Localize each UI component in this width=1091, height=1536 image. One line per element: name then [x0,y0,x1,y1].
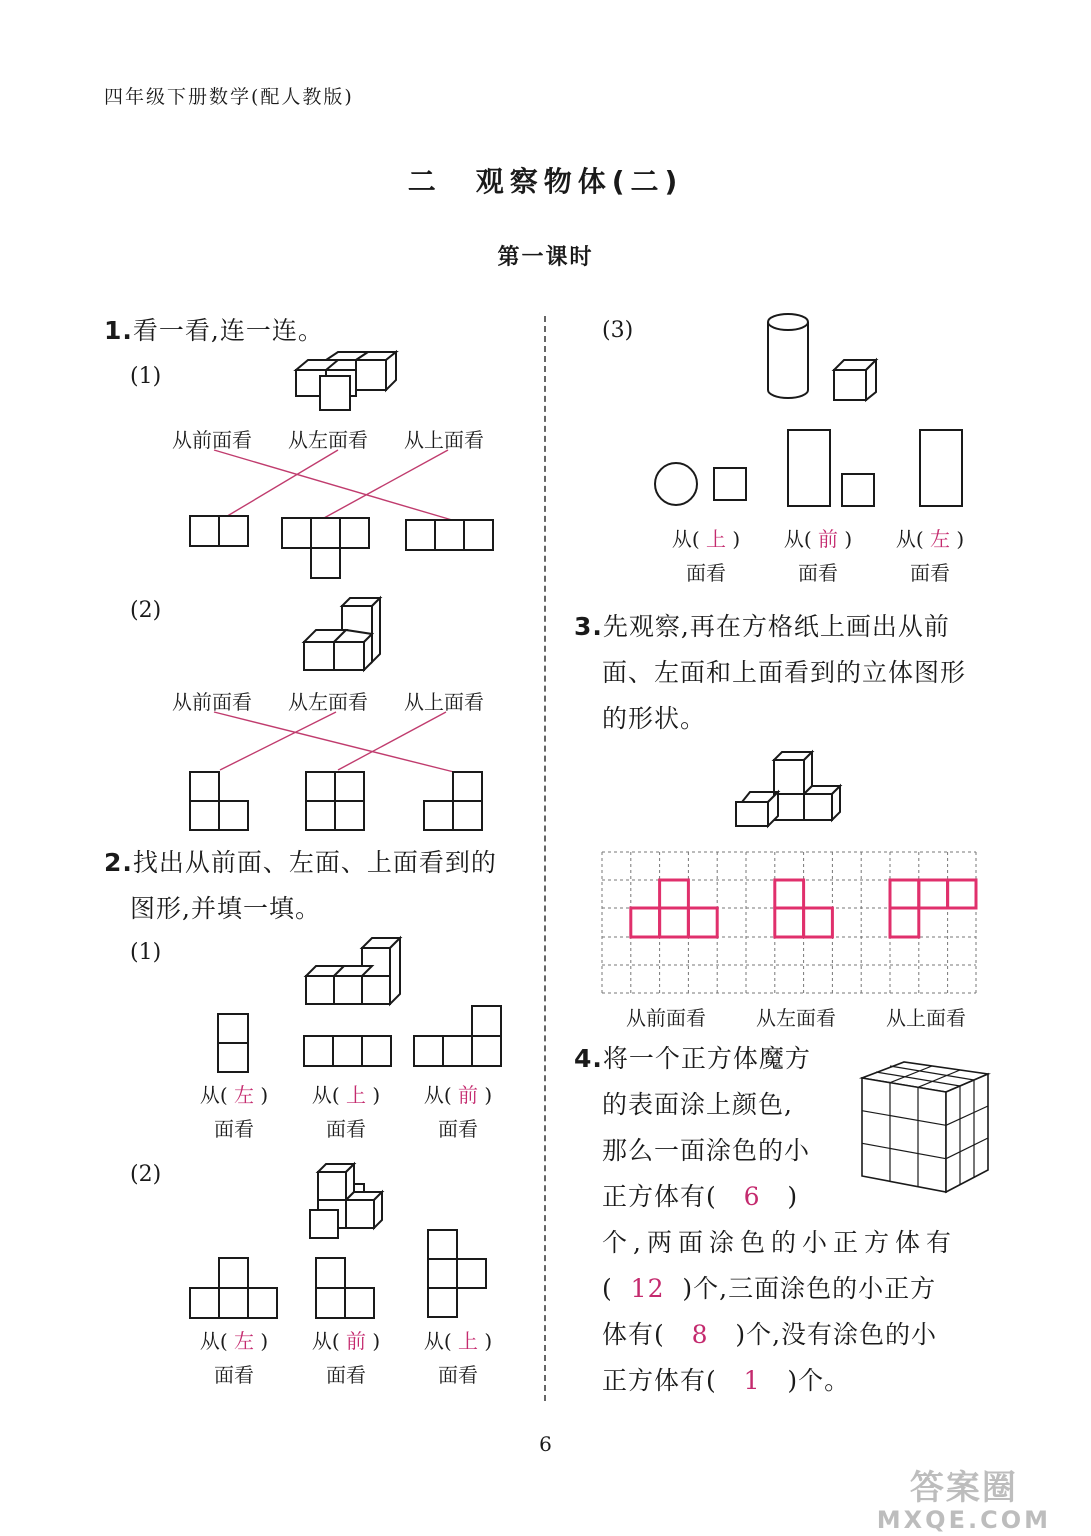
q1-p1-view-top: 从上面看 [404,428,484,452]
q1-part1-label: (1) [130,364,162,389]
q2-p3-answer-a: 从( 上 ) 面看 [671,527,741,585]
q2-part3-label: (3) [602,318,634,343]
q2-p3-solid-figure [760,312,884,404]
q2-part1-label: (1) [130,940,162,965]
q1-p2-view-front: 从前面看 [172,690,252,714]
q1-p1-view-left: 从左面看 [288,428,368,452]
q3-title: 3.先观察,再在方格纸上画出从前 面、左面和上面看到的立体图形 的形状。 [574,612,967,733]
q1-title: 1.看一看,连一连。 [104,316,324,345]
q1-p2-option-a [190,772,250,832]
q4-rubiks-cube-figure [858,1060,992,1196]
q1-part2-label: (2) [130,598,162,623]
q3-grid-paper[interactable] [600,850,978,996]
q2-p2-answer-a: 从( 左 ) 面看 [199,1329,269,1387]
q1-p2-view-top: 从上面看 [404,690,484,714]
q2-p3-answer-c: 从( 左 ) 面看 [895,527,965,585]
watermark-logo: 答案圈 MXQE.COM [876,1468,1051,1534]
q2-p3-views [652,428,972,508]
q3-label-left: 从左面看 [756,1006,836,1030]
q1-p2-option-c [424,772,484,832]
page-number: 6 [539,1432,552,1456]
q2-p1-answer-c: 从( 前 ) 面看 [423,1083,493,1141]
q2-p1-view-b [304,1036,392,1068]
q2-p3-answer-b: 从( 前 ) 面看 [783,527,853,585]
q2-p2-view-b [316,1258,378,1320]
chapter-title: 二 观察物体(二) [407,165,684,198]
q2-p1-answer-a: 从( 左 ) 面看 [199,1083,269,1141]
book-header: 四年级下册数学(配人教版) [104,86,354,108]
q1-p1-view-front: 从前面看 [172,428,252,452]
q2-p1-solid-figure [304,936,404,1006]
q2-p2-answer-c: 从( 上 ) 面看 [423,1329,493,1387]
q4-answer-three-faces: 8 [691,1320,709,1349]
q2-p1-answer-b: 从( 上 ) 面看 [311,1083,381,1141]
q2-p2-solid-figure [306,1160,390,1242]
q2-part2-label: (2) [130,1162,162,1187]
q1-p2-view-left: 从左面看 [288,690,368,714]
q2-p2-view-c [428,1230,490,1320]
q2-p2-answer-b: 从( 前 ) 面看 [311,1329,381,1387]
lesson-title: 第一课时 [497,245,594,270]
q3-solid-figure [732,746,848,828]
q4-answer-no-face: 1 [743,1366,761,1395]
q2-p2-view-a [190,1258,280,1320]
q3-label-top: 从上面看 [886,1006,966,1030]
q2-title: 2.找出从前面、左面、上面看到的 图形,并填一填。 [104,848,497,923]
q1-p2-option-b [306,772,366,832]
q4-answer-two-faces: 12 [630,1274,665,1303]
q4-answer-one-face: 6 [743,1182,761,1211]
q2-p1-view-a [218,1014,250,1074]
q4-text: 4.将一个正方体魔方 的表面涂上颜色, 那么一面涂色的小 正方体有( 6 ) 个,两面涂色的小正方体有 ( 12 )个,三面涂色的小正方 体有( 8 )个,没有涂色的小 正方体有( 1 )个。 [574,1044,957,1395]
q3-label-front: 从前面看 [626,1006,706,1030]
q2-p1-view-c [414,1006,504,1068]
